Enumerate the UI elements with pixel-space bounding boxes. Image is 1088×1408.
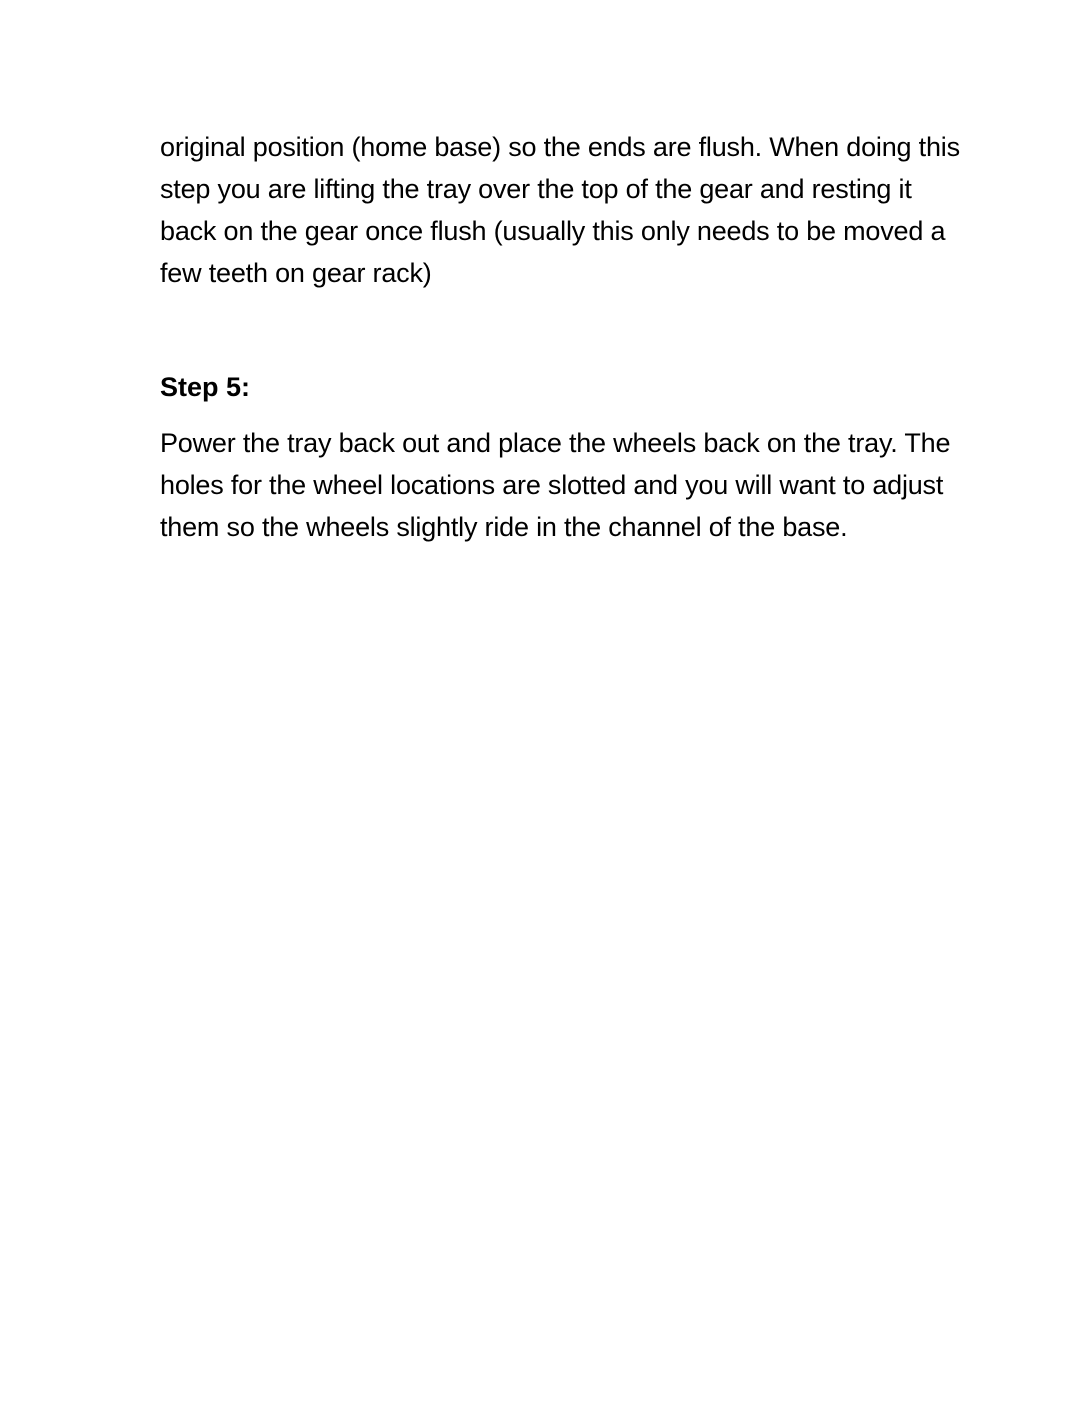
document-body [160, 126, 970, 548]
section-spacer [160, 294, 970, 366]
step-5-heading: Step 5: [160, 372, 251, 402]
heading-spacer [160, 408, 970, 422]
continuation-paragraph: original position (home base) so the ends are flush. When doing this step you are lifting the tray over the top of the gear and resting it back on the gear once flush (usually this only needs to be moved a few teeth on gear rack) [160, 132, 960, 288]
step-5-paragraph: Power the tray back out and place the wheels back on the tray. The holes for the wheel locations are slotted and you will want to adjust them so the wheels slightly ride in the channel of the base. [160, 428, 951, 542]
